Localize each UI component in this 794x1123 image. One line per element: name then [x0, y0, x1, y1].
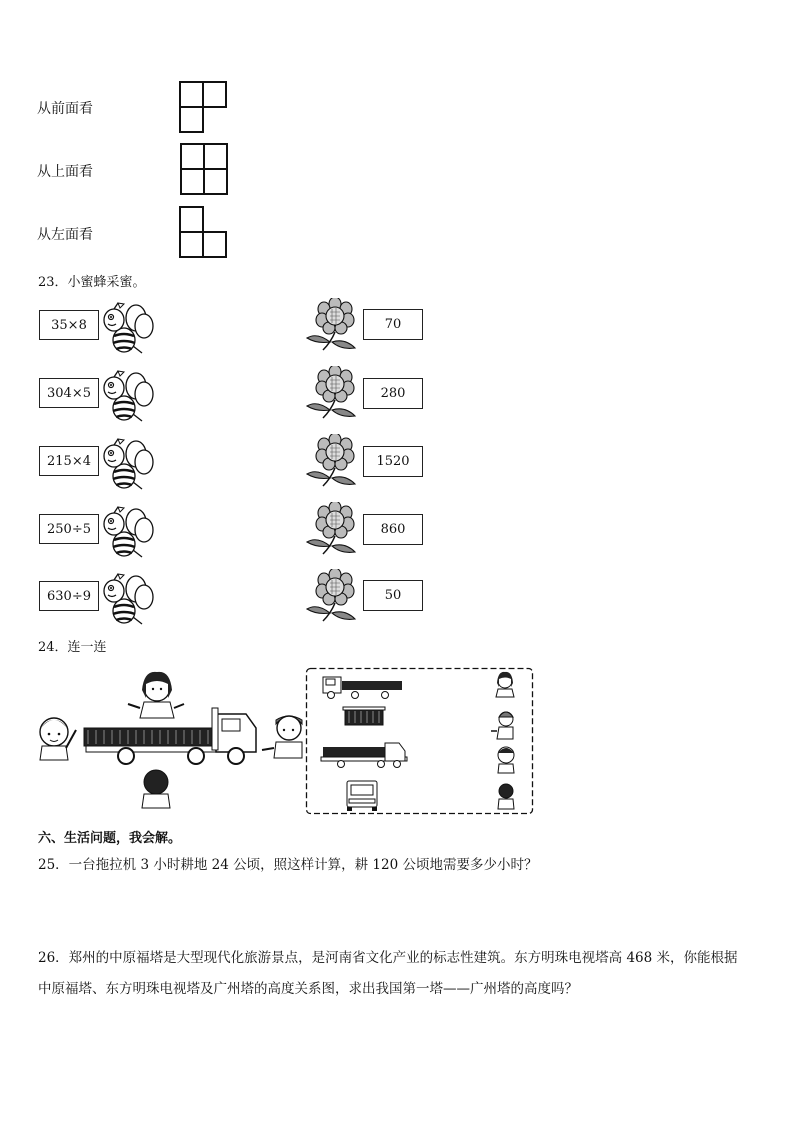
- bee-icon: [100, 436, 158, 491]
- girl-small-icon: [496, 672, 514, 697]
- girl-top-illustration: [128, 672, 184, 718]
- girl-bottom-illustration: [142, 770, 170, 808]
- expression-box: 304×5: [39, 378, 99, 408]
- result-box: 50: [363, 580, 423, 611]
- q26-line1: 26．郑州的中原福塔是大型现代化旅游景点，是河南省文化产业的标志性建筑。东方明珠电视塔高 468 米，你能根据: [38, 950, 738, 966]
- result-box: 1520: [363, 446, 423, 477]
- result-box: 280: [363, 378, 423, 409]
- truck-side-medium-icon: [321, 743, 407, 768]
- section6-heading: 六、生活问题，我会解。: [38, 831, 182, 846]
- result-box: 70: [363, 309, 423, 340]
- front-view-figure: [178, 80, 230, 134]
- bee-icon: [100, 571, 158, 626]
- bee-icon: [100, 368, 158, 423]
- bee-icon: [100, 504, 158, 559]
- truck-side-small-icon: [323, 677, 402, 699]
- truck-front-small-icon: [347, 781, 377, 811]
- boy-small-icon: [498, 747, 514, 773]
- girl-back-small-icon: [498, 784, 514, 809]
- q25-text: 25．一台拖拉机 3 小时耕地 24 公顷，照这样计算，耕 120 公顷地需要多少小时？: [38, 857, 538, 873]
- worker-small-icon: [491, 712, 513, 739]
- expression-box: 250÷5: [39, 514, 99, 544]
- worker-right-illustration: [262, 716, 302, 758]
- q26-line2: 中原福塔、东方明珠电视塔及广州塔的高度关系图，求出我国第一塔——广州塔的高度吗？: [38, 981, 578, 997]
- truck-top-small-icon: [343, 707, 385, 725]
- flower-icon: [305, 502, 360, 557]
- view-label-top: 从上面看: [37, 164, 93, 180]
- flower-icon: [305, 298, 360, 353]
- boy-left-illustration: [40, 718, 76, 760]
- q23-title: 23．小蜜蜂采蜜。: [38, 275, 146, 290]
- view-label-front: 从前面看: [37, 101, 93, 117]
- top-view-figure: [179, 142, 231, 196]
- view-label-left: 从左面看: [37, 227, 93, 243]
- expression-box: 215×4: [39, 446, 99, 476]
- bee-icon: [100, 300, 158, 355]
- result-box: 860: [363, 514, 423, 545]
- expression-box: 630÷9: [39, 581, 99, 611]
- left-view-figure: [178, 205, 230, 259]
- q24-title: 24．连一连: [38, 640, 107, 655]
- observation-scene: [36, 668, 304, 812]
- expression-box: 35×8: [39, 310, 99, 340]
- matching-options-box: [305, 667, 535, 816]
- flower-icon: [305, 569, 360, 624]
- flower-icon: [305, 366, 360, 421]
- flower-icon: [305, 434, 360, 489]
